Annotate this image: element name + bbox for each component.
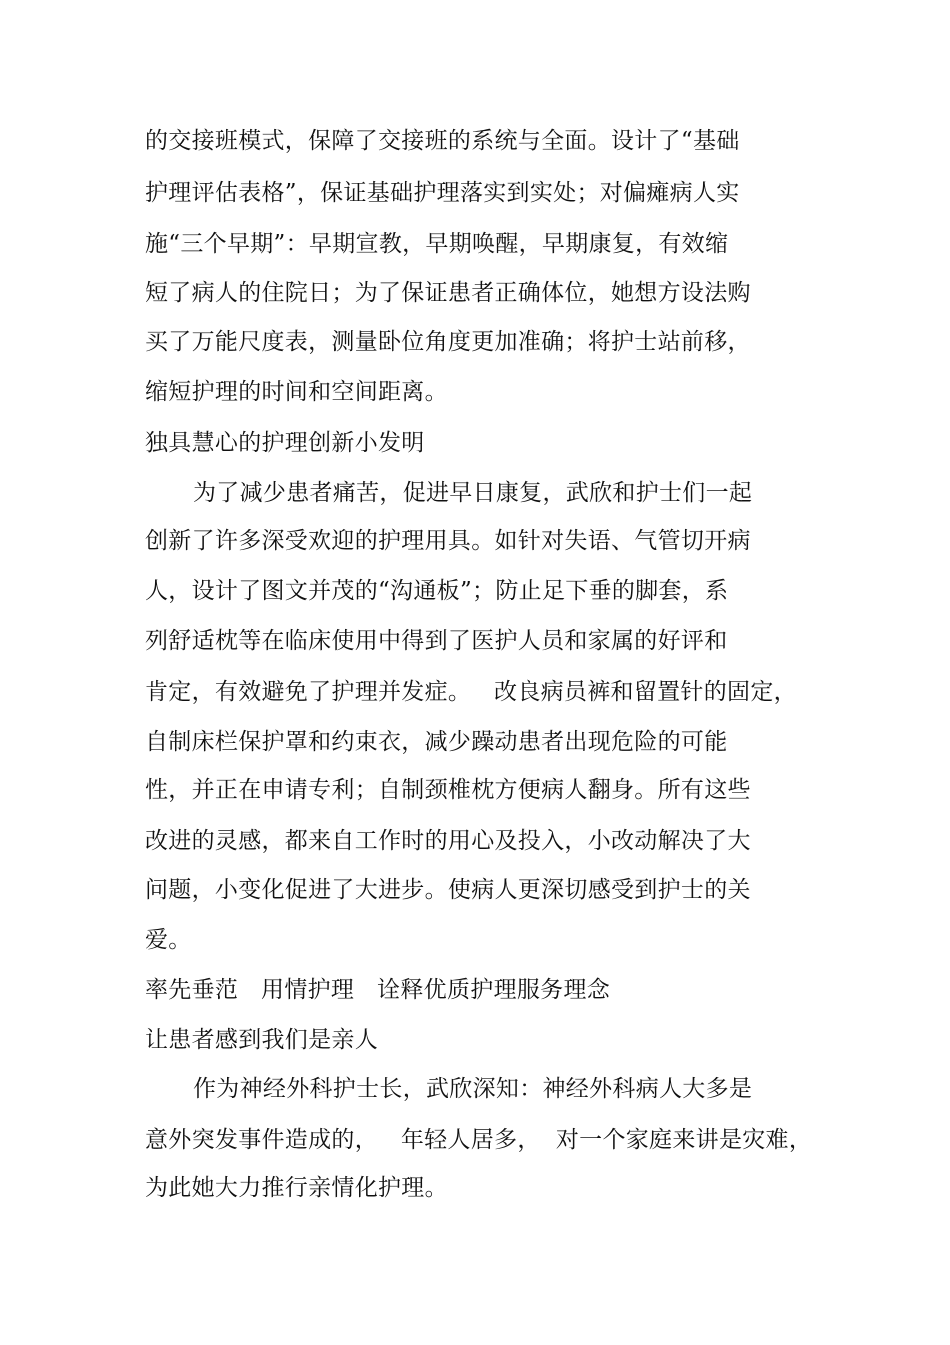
- paragraph-line: 施“三个早期”：早期宣教，早期唤醒，早期康复，有效缩: [145, 231, 729, 257]
- paragraph-line: 护理评估表格”，保证基础护理落实到实处；对偏瘫病人实: [145, 180, 740, 206]
- section-heading: 独具慧心的护理创新小发明: [145, 430, 425, 456]
- paragraph-line: 肯定，有效避免了护理并发症。 改良病员裤和留置针的固定，: [145, 679, 797, 705]
- paragraph-line: 自制床栏保护罩和约束衣，减少躁动患者出现危险的可能: [145, 729, 728, 755]
- paragraph-line: 列舒适枕等在临床使用中得到了医护人员和家属的好评和: [145, 628, 728, 654]
- paragraph-line: 意外突发事件造成的， 年轻人居多， 对一个家庭来讲是灾难，: [145, 1127, 813, 1153]
- paragraph-line: 人，设计了图文并茂的“沟通板”；防止足下垂的脚套，系: [145, 578, 729, 604]
- paragraph-line: 爱。: [145, 927, 192, 953]
- paragraph-line: 问题，小变化促进了大进步。使病人更深切感受到护士的关: [145, 877, 751, 903]
- section-heading: 率先垂范 用情护理 诠释优质护理服务理念: [145, 977, 611, 1003]
- paragraph-line: 为此她大力推行亲情化护理。: [145, 1175, 448, 1201]
- paragraph-line: 的交接班模式，保障了交接班的系统与全面。设计了“基础: [145, 128, 740, 154]
- paragraph-line: 性，并正在申请专利；自制颈椎枕方便病人翻身。所有这些: [145, 777, 751, 803]
- paragraph-line: 为了减少患者痛苦，促进早日康复，武欣和护士们一起: [193, 480, 753, 506]
- paragraph-line: 改进的灵感，都来自工作时的用心及投入，小改动解决了大: [145, 828, 751, 854]
- section-subheading: 让患者感到我们是亲人: [145, 1027, 378, 1053]
- paragraph-line: 短了病人的住院日；为了保证患者正确体位，她想方设法购: [145, 280, 751, 306]
- paragraph-line: 作为神经外科护士长，武欣深知：神经外科病人大多是: [193, 1076, 753, 1102]
- paragraph-line: 缩短护理的时间和空间距离。: [145, 379, 448, 405]
- paragraph-line: 创新了许多深受欢迎的护理用具。如针对失语、气管切开病: [145, 528, 751, 554]
- paragraph-line: 买了万能尺度表，测量卧位角度更加准确；将护士站前移，: [145, 329, 751, 355]
